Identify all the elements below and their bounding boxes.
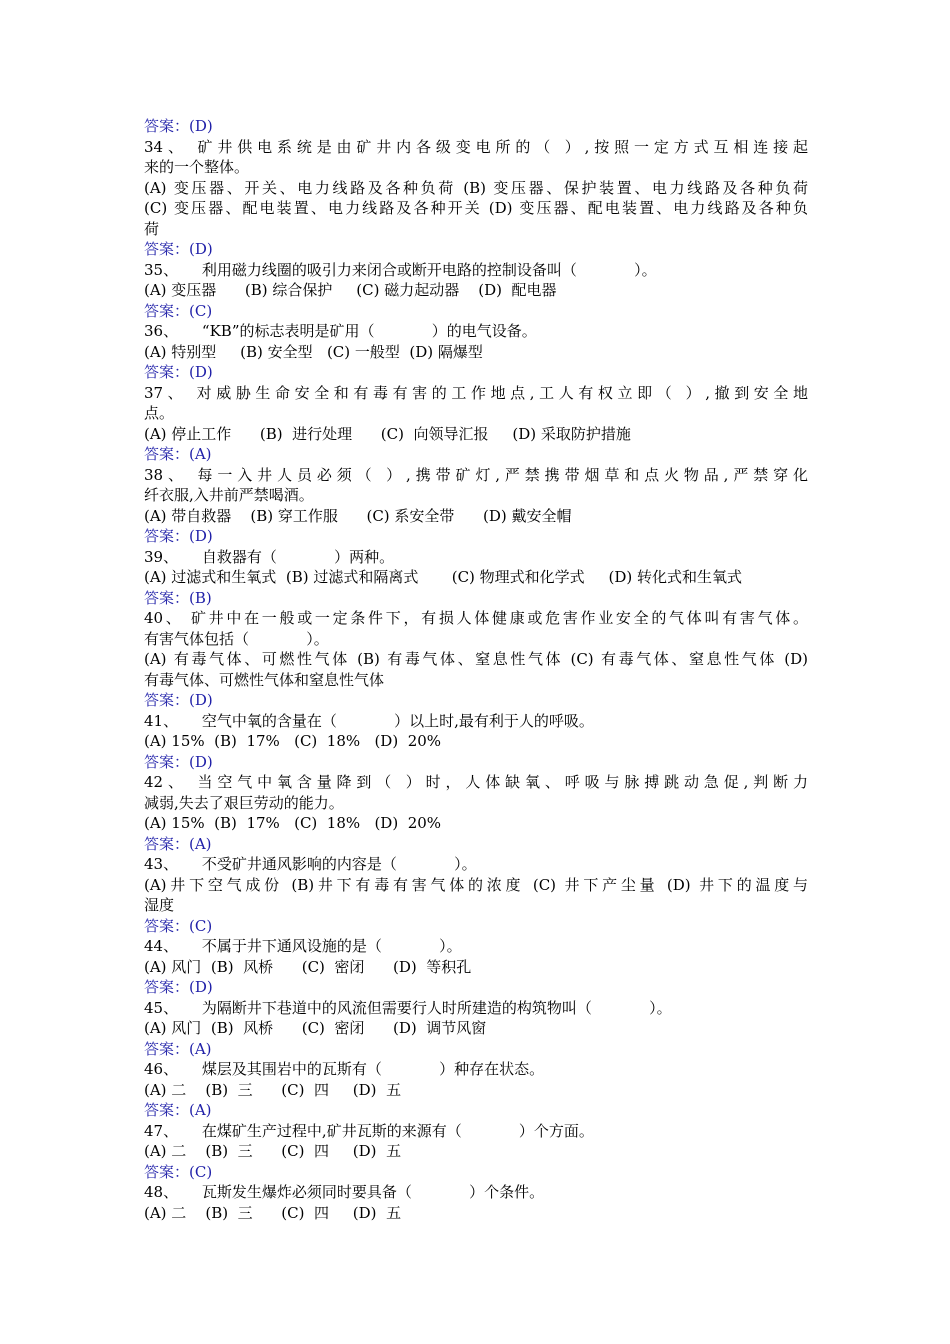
question-line: (A) 变压器 (B) 综合保护 (C) 磁力起动器 (D) 配电器 xyxy=(144,281,557,299)
answer-line: 答案：(D) xyxy=(144,363,213,381)
question-line: 43、 不受矿井通风影响的内容是（ ）。 xyxy=(144,855,477,873)
question-line: 有毒气体、可燃性气体和窒息性气体 xyxy=(144,670,385,689)
question-line: (A) 风门 (B) 风桥 (C) 密闭 (D) 等积孔 xyxy=(144,957,472,976)
question-line: (A) 二 (B) 三 (C) 四 (D) 五 xyxy=(144,1080,402,1099)
answer-line: 答案：(C) xyxy=(144,301,213,320)
answer-line: 答案：(C) xyxy=(144,1162,213,1181)
question-line: (A) 二 (B) 三 (C) 四 (D) 五 xyxy=(144,1203,402,1222)
question-line: 47、 在煤矿生产过程中,矿井瓦斯的来源有（ ）个方面。 xyxy=(144,1121,594,1140)
question-line: 减弱,失去了艰巨劳动的能力。 xyxy=(144,793,344,812)
question-line: 41、 空气中氧的含量在（ ）以上时,最有利于人的呼吸。 xyxy=(144,711,594,730)
question-line: (A) 有毒气体、可燃性气体 (B) 有毒气体、窒息性气体 (C) 有毒气体、窒息性气体 (D) xyxy=(144,650,808,668)
answer-line: 答案：(C) xyxy=(144,916,213,935)
answer-line: 答案：(B) xyxy=(144,588,212,607)
question-line: (A) 变压器、开关、电力线路及各种负荷 (B) 变压器、保护装置、电力线路及各种负荷 xyxy=(144,178,808,197)
question-line: (A) 15% (B) 17% (C) 18% (D) 20% xyxy=(144,732,442,750)
answer-line: 答案：(A) xyxy=(144,445,212,463)
question-line: (C) 变压器、配电装置、电力线路及各种开关 (D) 变压器、配电装置、电力线路及各种负 xyxy=(144,199,808,217)
answer-line: 答案：(D) xyxy=(144,691,213,709)
question-line: 37、 对威胁生命安全和有毒有害的工作地点,工人有权立即（ ）,撤到安全地 xyxy=(144,383,808,402)
question-line: 42、 当空气中氧含量降到（ ）时，人体缺氧、呼吸与脉搏跳动急促,判断力 xyxy=(144,773,808,791)
question-line: (A) 风门 (B) 风桥 (C) 密闭 (D) 调节风窗 xyxy=(144,1019,487,1037)
question-line: (A) 过滤式和生氧式 (B) 过滤式和隔离式 (C) 物理式和化学式 (D) 转化式和生氧式 xyxy=(144,568,743,586)
answer-line: 答案：(A) xyxy=(144,1101,212,1119)
answer-line: 答案：(A) xyxy=(144,834,212,853)
answer-line: 答案：(D) xyxy=(144,752,213,771)
question-line: 48、 瓦斯发生爆炸必须同时要具备（ ）个条件。 xyxy=(144,1183,545,1201)
question-line: 38、 每一入井人员必须（ ）,携带矿灯,严禁携带烟草和点火物品,严禁穿化 xyxy=(144,465,808,484)
question-line: 荷 xyxy=(144,219,160,238)
answer-line: 答案：(D) xyxy=(144,978,213,996)
question-line: (A)井下空气成份 (B)井下有毒有害气体的浓度 (C) 井下产尘量 (D) 井下的温度与 xyxy=(144,875,808,894)
answer-line: 答案：(D) xyxy=(144,527,213,545)
question-line: 45、 为隔断井下巷道中的风流但需要行人时所建造的构筑物叫（ ）。 xyxy=(144,998,672,1017)
question-line: 46、 煤层及其围岩中的瓦斯有（ ）种存在状态。 xyxy=(144,1060,545,1078)
question-line: 纤衣服,入井前严禁喝酒。 xyxy=(144,486,314,504)
question-line: 39、 自救器有（ ）两种。 xyxy=(144,547,395,566)
document-page xyxy=(144,116,808,1223)
question-line: 34、 矿井供电系统是由矿井内各级变电所的（ ）,按照一定方式互相连接起 xyxy=(144,137,808,156)
question-line: 44、 不属于井下通风设施的是（ ）。 xyxy=(144,937,462,955)
question-line: (A) 带自救器 (B) 穿工作服 (C) 系安全带 (D) 戴安全帽 xyxy=(144,506,572,525)
answer-line: 答案：(D) xyxy=(144,117,213,135)
question-line: 点。 xyxy=(144,404,175,422)
question-line: (A) 特别型 (B) 安全型 (C) 一般型 (D) 隔爆型 xyxy=(144,342,483,361)
question-line: 40、 矿井中在一般或一定条件下，有损人体健康或危害作业安全的气体叫有害气体。 xyxy=(144,609,808,627)
answer-line: 答案：(A) xyxy=(144,1039,212,1058)
question-line: 有害气体包括（ ）。 xyxy=(144,629,329,648)
question-line: 36、 “KB”的标志表明是矿用（ ）的电气设备。 xyxy=(144,322,537,340)
question-line: 湿度 xyxy=(144,896,175,914)
question-line: (A) 15% (B) 17% (C) 18% (D) 20% xyxy=(144,814,442,832)
question-line: 35、 利用磁力线圈的吸引力来闭合或断开电路的控制设备叫（ ）。 xyxy=(144,260,657,279)
question-line: (A) 停止工作 (B) 进行处理 (C) 向领导汇报 (D) 采取防护措施 xyxy=(144,424,631,443)
question-line: 来的一个整体。 xyxy=(144,158,250,176)
question-line: (A) 二 (B) 三 (C) 四 (D) 五 xyxy=(144,1142,402,1160)
answer-line: 答案：(D) xyxy=(144,240,213,258)
